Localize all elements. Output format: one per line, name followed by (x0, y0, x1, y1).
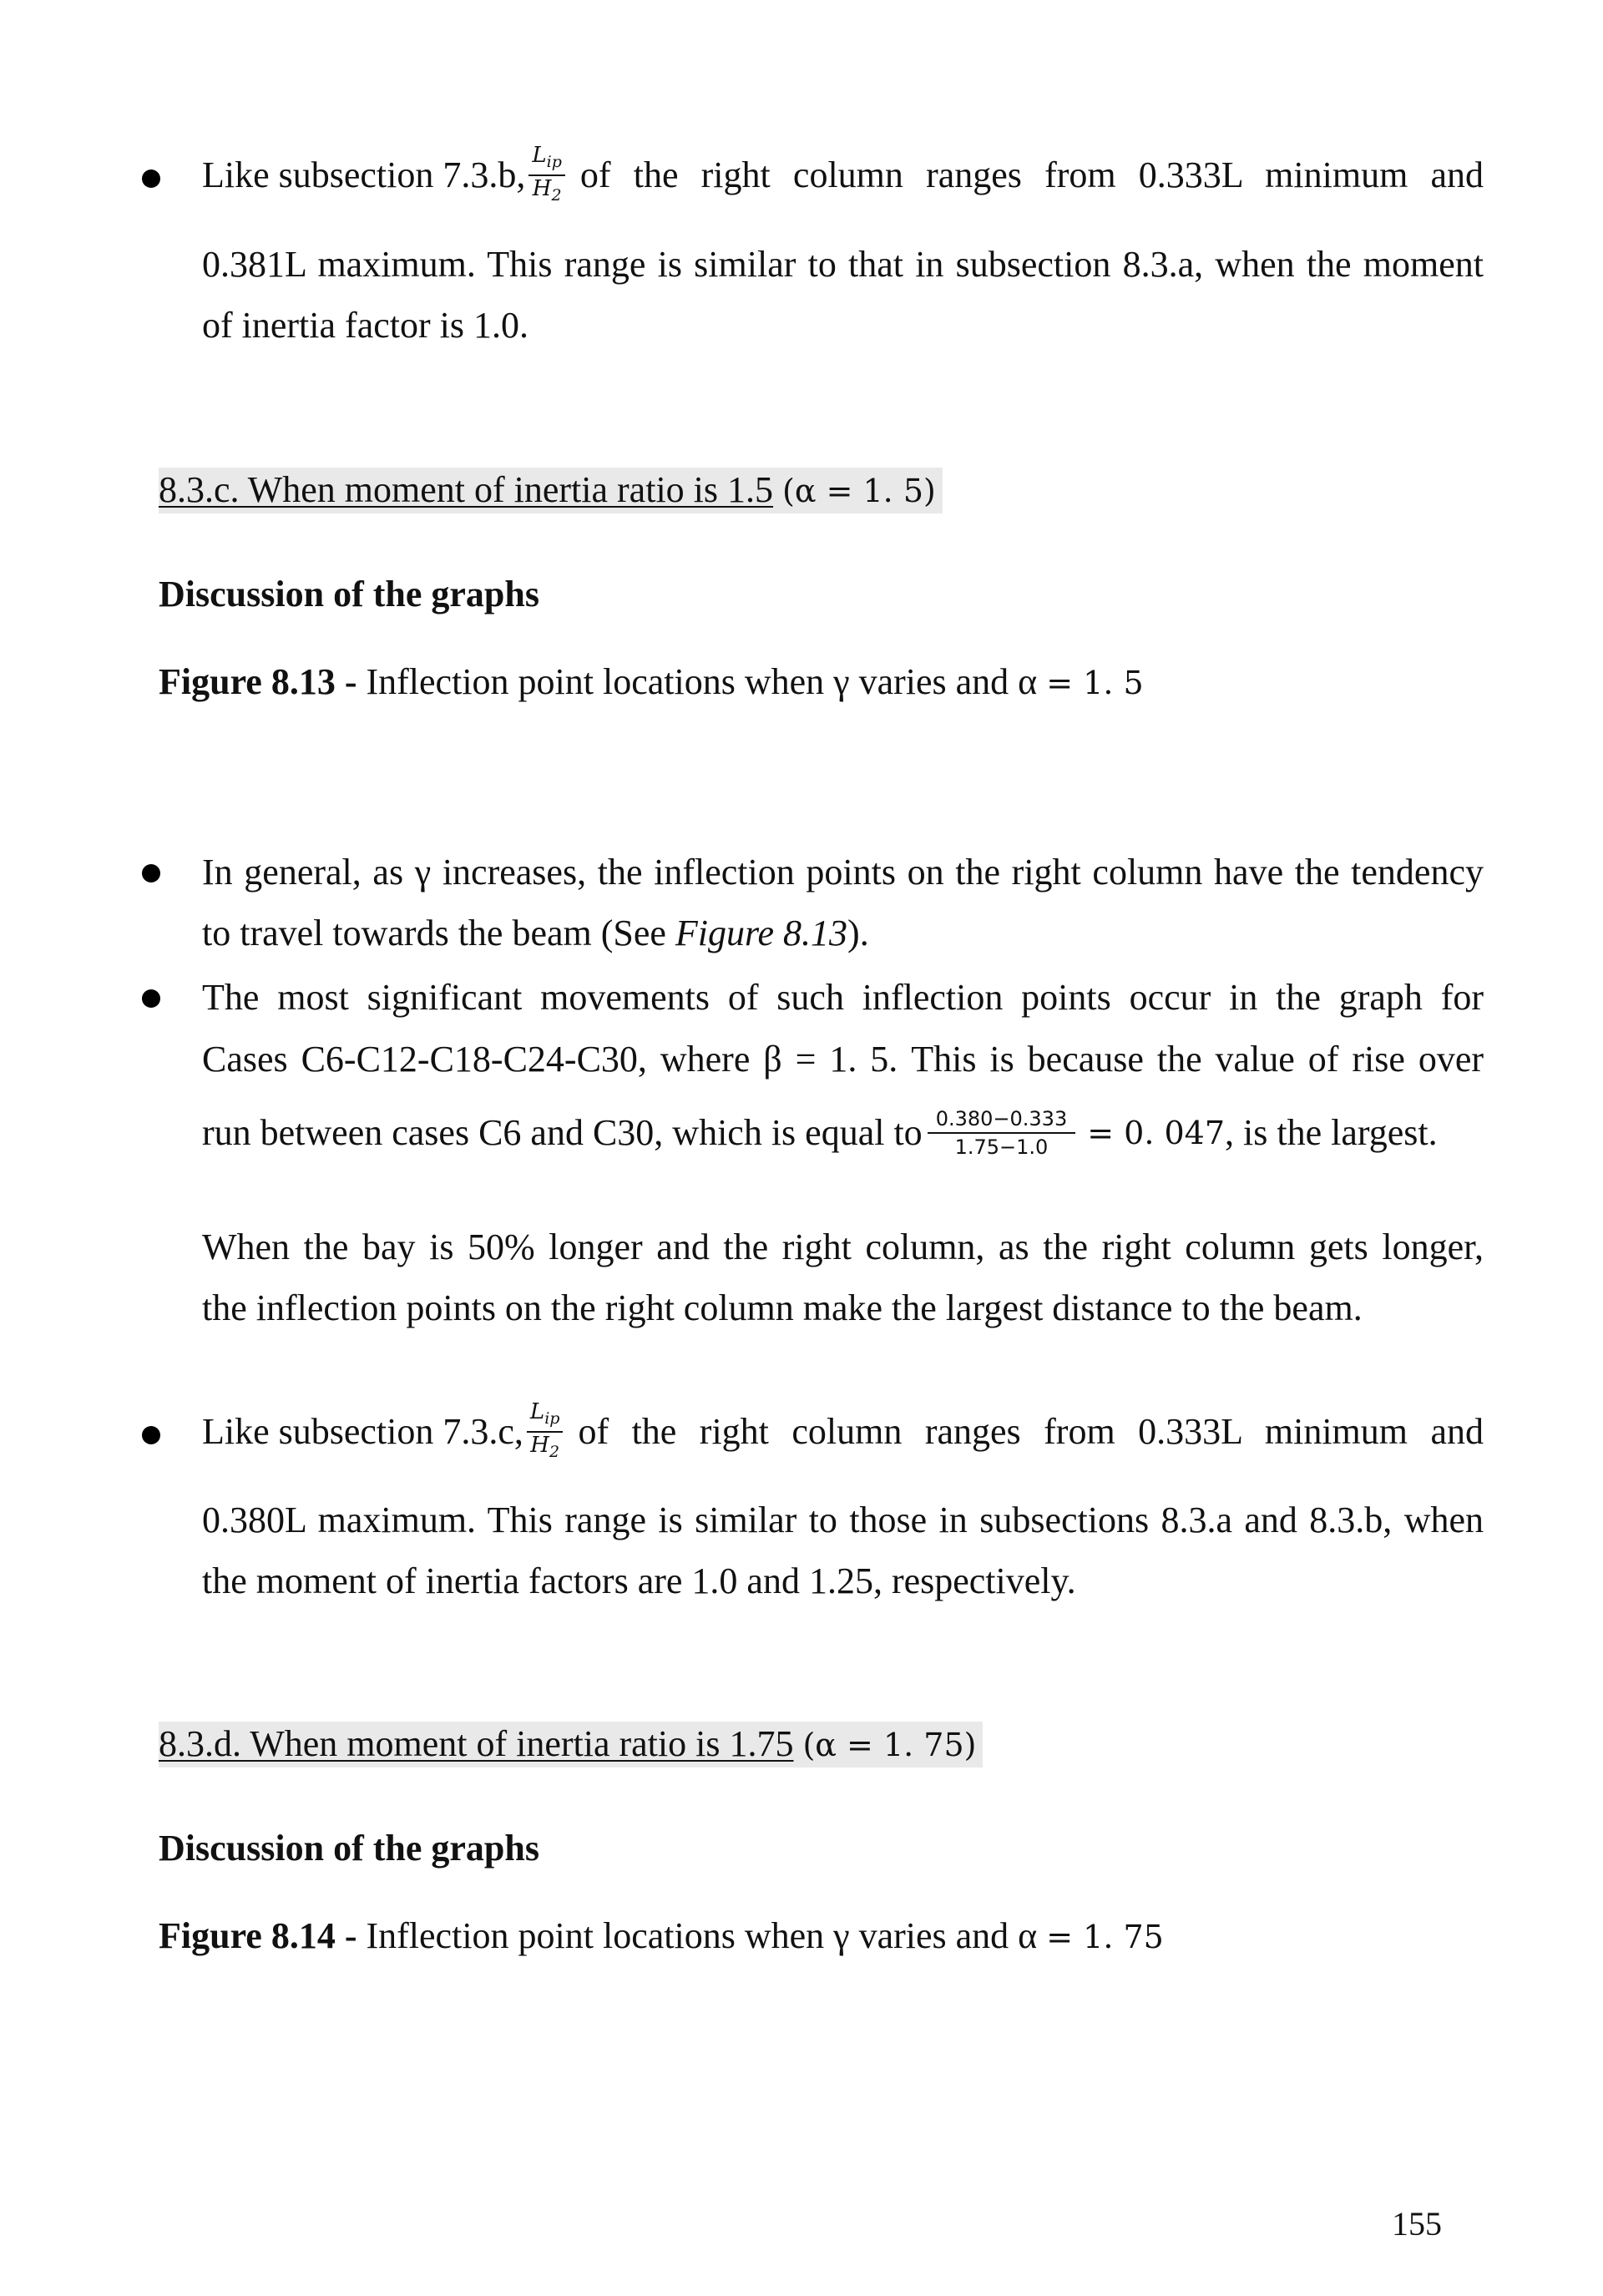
figure-math: = 1. 75 (1046, 1919, 1164, 1955)
bullet-dot (142, 989, 160, 1008)
heading-math: (α = 1. 5) (782, 473, 936, 509)
result-math: = 0. 047 (1087, 1115, 1226, 1151)
figure-label: Figure 8.14 (159, 1915, 336, 1956)
section-heading-8-3-c (159, 467, 943, 514)
bullet-dot (142, 169, 160, 188)
bullet-4-line-2: 0.380L maximum. This range is similar to those in subsections 8.3.a and 8.3.b, when (202, 1499, 1484, 1540)
figure-math: = 1. 5 (1046, 665, 1144, 701)
fraction-lip-over-h2: $\frac{L_{ip}}{H_2}$ (527, 1399, 564, 1464)
bullet-2-line-1: In general, as γ increases, the inflection points on the right column have the tendency (202, 852, 1484, 893)
bullet-1-line-1 (202, 134, 1484, 217)
figure-caption-8-14: Figure 8.14 - Inflection point locations when γ varies and α = 1. 75 (159, 1915, 1164, 1956)
figure-reference: Figure 8.13 (675, 913, 848, 953)
heading-math: (α = 1. 75) (802, 1727, 977, 1763)
discussion-heading: Discussion of the graphs (159, 574, 539, 614)
discussion-heading: Discussion of the graphs (159, 1828, 539, 1869)
bullet-4-line-3: the moment of inertia factors are 1.0 and 1.25, respectively. (202, 1560, 1076, 1601)
bullet-dot (142, 1426, 160, 1444)
figure-caption-8-13: Figure 8.13 - Inflection point locations when γ varies and α = 1. 5 (159, 661, 1144, 702)
bullet-1-line-3: of inertia factor is 1.0. (202, 305, 528, 346)
fraction-rise-over-run: $\frac{0.380-0.333}{1.75-1.0}$ (928, 1105, 1076, 1161)
heading-text: 8.3.c. When moment of inertia ratio is 1.5 (159, 469, 774, 510)
text: of the right column ranges from 0.333L minimum and (578, 1411, 1484, 1452)
text: of the right column ranges from 0.333L minimum and (579, 154, 1484, 195)
heading-text: 8.3.d. When moment of inertia ratio is 1.75 (159, 1723, 794, 1764)
text: Like subsection 7.3.b, (202, 154, 526, 195)
figure-label: Figure 8.13 (159, 661, 336, 702)
bullet-3-line-3: run between cases C6 and C30, which is equal to $\frac{0.380-0.333}{1.75-1.0}$ = 0. 047 , is the largest. (202, 1107, 1438, 1159)
bullet-2-line-2: to travel towards the beam (See Figure 8.13). (202, 913, 869, 953)
bullet-dot (142, 864, 160, 882)
bullet-4-line-1 (202, 1390, 1484, 1474)
figure-text: Inflection point locations when γ varies and α (366, 1915, 1038, 1956)
section-heading-8-3-d (159, 1721, 983, 1768)
bullet-1-line-2: 0.381L maximum. This range is similar to that in subsection 8.3.a, when the moment (202, 244, 1484, 285)
paragraph-line-1: When the bay is 50% longer and the right column, as the right column gets longer, (202, 1226, 1484, 1267)
text: Like subsection 7.3.c, (202, 1411, 523, 1452)
fraction-lip-over-h2: $\frac{L_{ip}}{H_2}$ (528, 143, 565, 208)
bullet-3-line-2: Cases C6-C12-C18-C24-C30, where β = 1. 5. This is because the value of rise over (202, 1039, 1484, 1080)
figure-text: Inflection point locations when γ varies and α (366, 661, 1038, 702)
bullet-3-line-1: The most significant movements of such inflection points occur in the graph for (202, 977, 1484, 1018)
paragraph-line-2: the inflection points on the right column make the largest distance to the beam. (202, 1287, 1363, 1328)
page-number: 155 (1392, 2205, 1442, 2243)
